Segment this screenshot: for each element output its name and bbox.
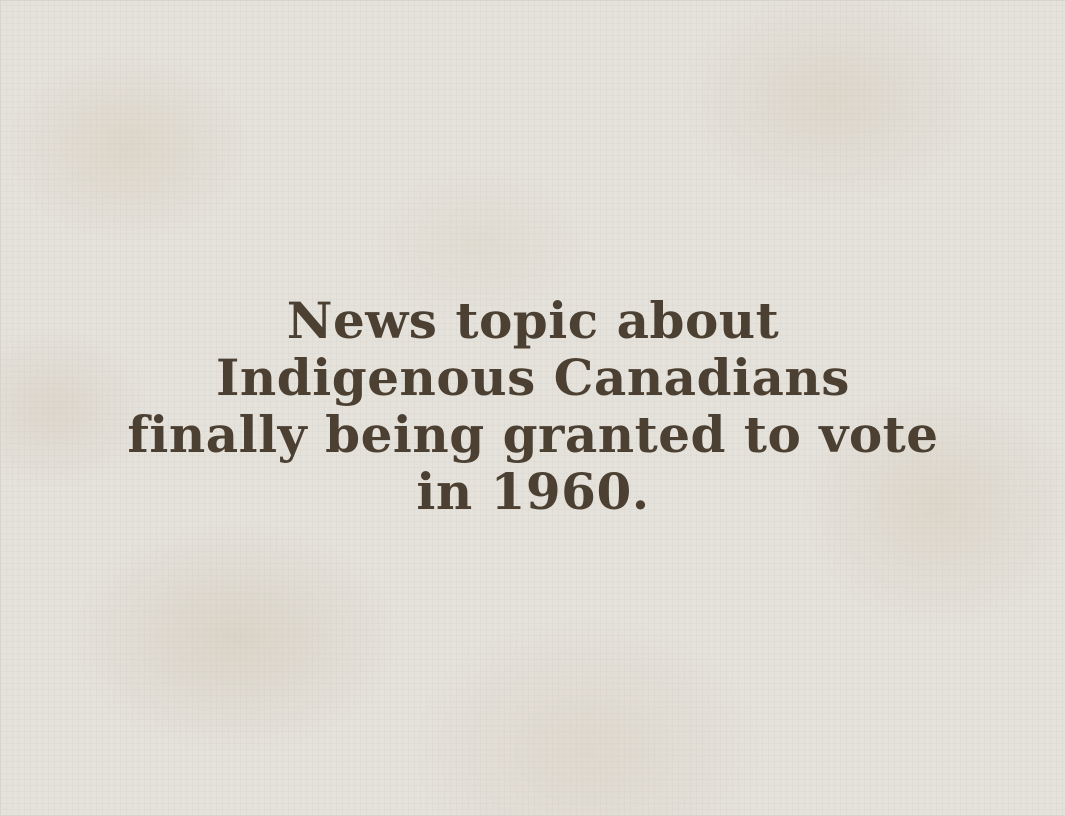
headline-line-2: Indigenous Canadians xyxy=(216,348,850,407)
headline-line-1: News topic about xyxy=(286,291,780,350)
headline-line-4: in 1960. xyxy=(416,462,650,521)
headline-line-3: finally being granted to vote xyxy=(127,405,939,464)
headline-text xyxy=(83,292,983,520)
